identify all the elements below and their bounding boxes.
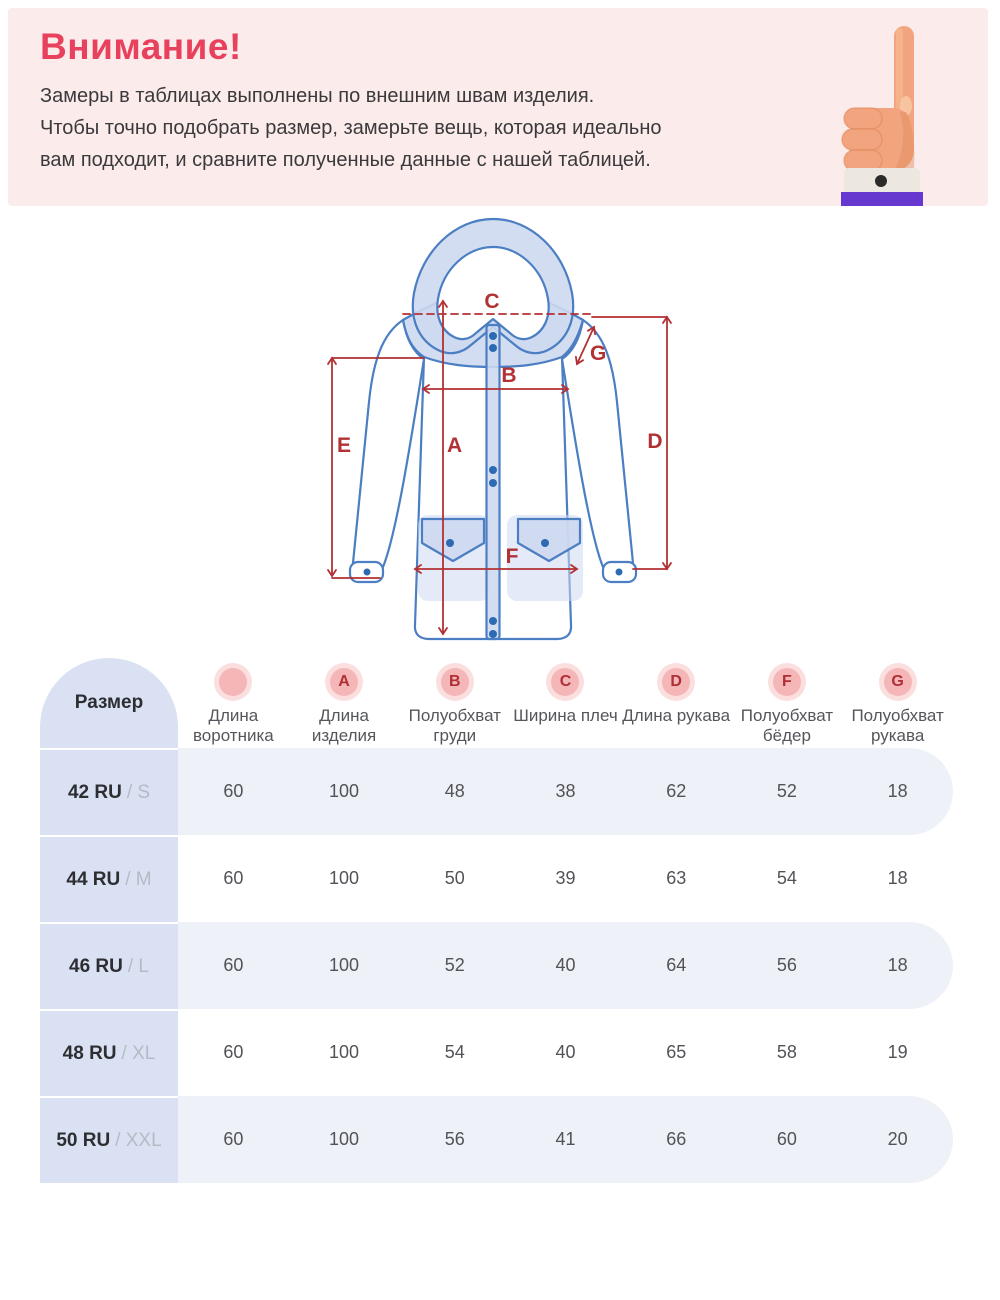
table-row <box>40 835 953 922</box>
value-cell: 100 <box>329 1042 360 1062</box>
value-cell: 19 <box>887 1042 908 1062</box>
value-cell: 56 <box>776 955 797 975</box>
measure-badge: B <box>436 663 474 701</box>
column-header: Длина воротника <box>178 658 289 748</box>
size-column-header <box>40 658 178 748</box>
value-cell: 60 <box>223 955 244 975</box>
value-cell: 50 <box>444 868 465 888</box>
value-cell: 20 <box>887 1129 908 1149</box>
measure-label-f: F <box>505 545 519 568</box>
jacket-measurement-diagram <box>300 207 720 653</box>
size-header-label: Размер <box>74 692 144 713</box>
pointing-hand-icon <box>836 20 932 206</box>
measure-label-e: E <box>337 434 352 457</box>
value-cell: 18 <box>887 781 908 801</box>
size-cell: 42 RU / S <box>40 748 178 835</box>
table-row <box>40 1096 953 1183</box>
table-row <box>40 922 953 1009</box>
header-cells <box>178 658 953 748</box>
column-header: F Полуобхват бёдер <box>732 658 843 748</box>
value-cell: 39 <box>555 868 576 888</box>
size-cell: 50 RU / XXL <box>40 1096 178 1183</box>
value-cell: 40 <box>555 955 576 975</box>
value-cell: 63 <box>666 868 687 888</box>
attention-banner <box>8 8 988 206</box>
column-header: B Полуобхват груди <box>399 658 510 748</box>
value-cell: 18 <box>887 955 908 975</box>
value-cell: 100 <box>329 1129 360 1149</box>
value-cell: 52 <box>444 955 465 975</box>
size-cell: 48 RU / XL <box>40 1009 178 1096</box>
measure-badge: D <box>657 663 695 701</box>
banner-text <box>40 80 662 176</box>
table-row <box>40 1009 953 1096</box>
size-cell: 46 RU / L <box>40 922 178 1009</box>
value-cell: 100 <box>329 781 360 801</box>
value-cell: 54 <box>776 868 797 888</box>
table-header-row <box>40 658 953 748</box>
value-cell: 60 <box>223 1129 244 1149</box>
measure-label-c: C <box>484 290 500 313</box>
value-cell: 56 <box>444 1129 465 1149</box>
banner-line: Замеры в таблицах выполнены по внешним швам изделия. <box>40 85 595 107</box>
value-cell: 60 <box>223 868 244 888</box>
measure-label-d: D <box>647 430 663 453</box>
column-header: C Ширина плеч <box>510 658 621 748</box>
value-cell: 60 <box>776 1129 797 1149</box>
measure-label-b: B <box>501 364 517 387</box>
value-cell: 54 <box>444 1042 465 1062</box>
value-cell: 65 <box>666 1042 687 1062</box>
value-cell: 100 <box>329 868 360 888</box>
measure-badge <box>214 663 252 701</box>
value-cell: 52 <box>776 781 797 801</box>
banner-line: вам подходит, и сравните полученные данные с нашей таблицей. <box>40 149 651 171</box>
value-cell: 62 <box>666 781 687 801</box>
value-cell: 48 <box>444 781 465 801</box>
value-cell: 38 <box>555 781 576 801</box>
value-cell: 100 <box>329 955 360 975</box>
measure-label-g: G <box>590 342 607 365</box>
column-header: G Полуобхват рукава <box>842 658 953 748</box>
value-cell: 40 <box>555 1042 576 1062</box>
value-cell: 60 <box>223 781 244 801</box>
measure-badge: C <box>546 663 584 701</box>
measure-badge: F <box>768 663 806 701</box>
measure-badge: A <box>325 663 363 701</box>
table-row <box>40 748 953 835</box>
banner-title: Внимание! <box>40 26 242 67</box>
size-cell: 44 RU / M <box>40 835 178 922</box>
value-cell: 60 <box>223 1042 244 1062</box>
value-cell: 18 <box>887 868 908 888</box>
value-cell: 41 <box>555 1129 576 1149</box>
banner-line: Чтобы точно подобрать размер, замерьте вещь, которая идеально <box>40 117 662 139</box>
size-table <box>40 658 953 1183</box>
column-header: A Длина изделия <box>289 658 400 748</box>
column-header: D Длина рукава <box>621 658 732 748</box>
measure-label-a: A <box>447 434 463 457</box>
value-cell: 66 <box>666 1129 687 1149</box>
value-cell: 64 <box>666 955 687 975</box>
value-cell: 58 <box>776 1042 797 1062</box>
measure-badge: G <box>879 663 917 701</box>
